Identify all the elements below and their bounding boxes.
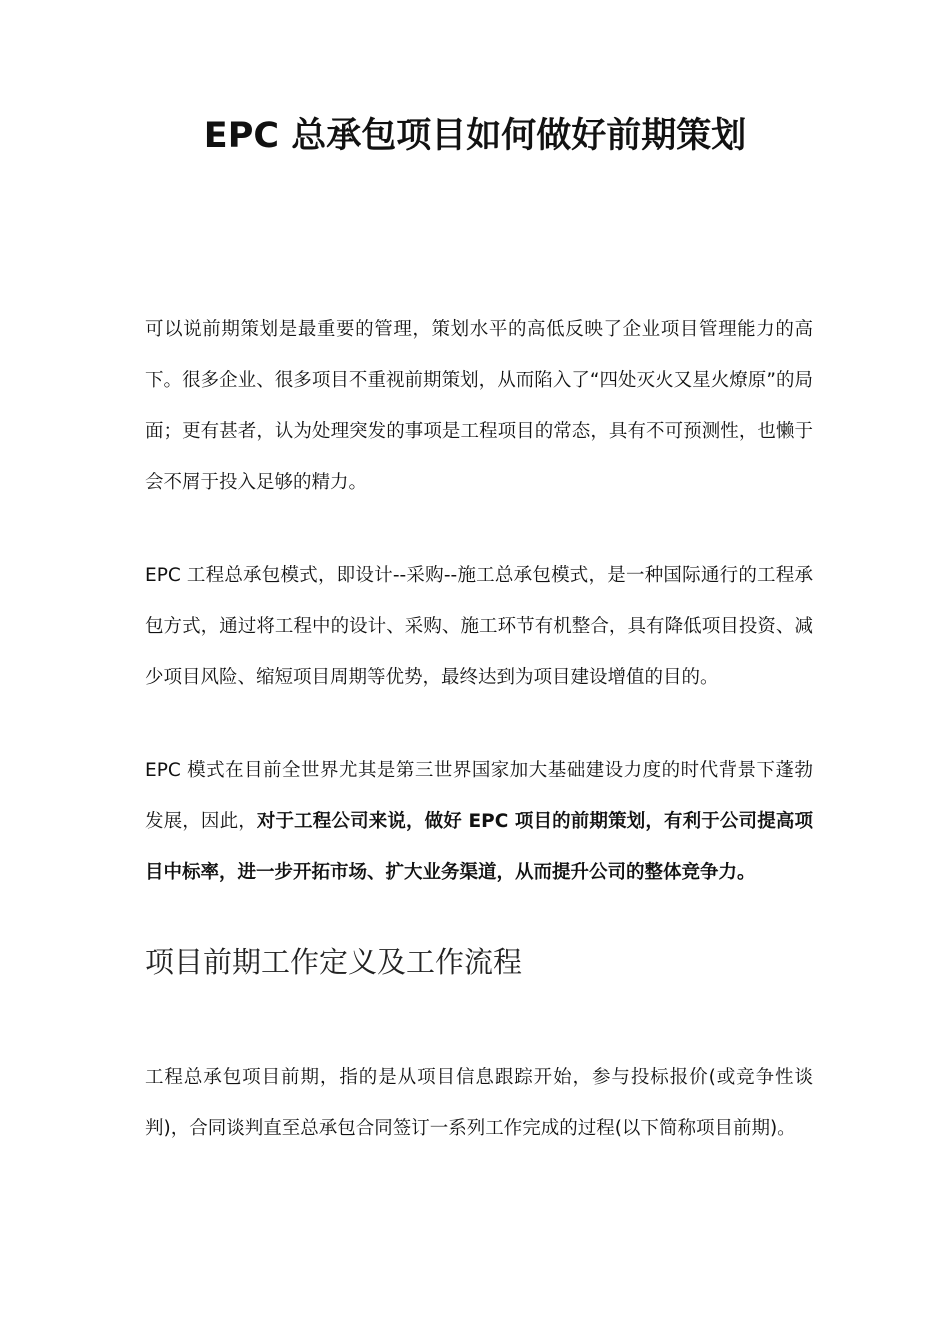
intro-paragraph: 可以说前期策划是最重要的管理，策划水平的高低反映了企业项目管理能力的高下。很多企业、很多项目不重视前期策划，从而陷入了“四处灭火又星火燎原”的局面；更有甚者，认为处理突发的事项是工程项目的常态，具有不可预测性，也懒于会不屑于投入足够的精力。 <box>145 319 813 493</box>
section-heading: 项目前期工作定义及工作流程 <box>145 945 523 979</box>
epc-development-paragraph <box>145 745 813 898</box>
section-paragraph: 工程总承包项目前期，指的是从项目信息跟踪开始，参与投标报价(或竞争性谈判)，合同谈判直至总承包合同签订一系列工作完成的过程(以下简称项目前期)。 <box>145 1067 813 1139</box>
document-title: EPC 总承包项目如何做好前期策划 <box>203 116 747 156</box>
epc-mode-paragraph: EPC 工程总承包模式，即设计--采购--施工总承包模式，是一种国际通行的工程承包方式，通过将工程中的设计、采购、施工环节有机整合，具有降低项目投资、减少项目风险、缩短项目周期等优势，最终达到为项目建设增值的目的。 <box>145 565 813 688</box>
paragraph-normal-text: EPC 模式在目前全世界尤其是第三世界国家加大基础建设力度的时代背景下蓬勃发展，因此， <box>145 760 813 832</box>
paragraph-bold-text: 对于工程公司来说，做好 EPC 项目的前期策划，有利于公司提高项目中标率，进一步开拓市场、扩大业务渠道，从而提升公司的整体竞争力。 <box>145 811 813 883</box>
